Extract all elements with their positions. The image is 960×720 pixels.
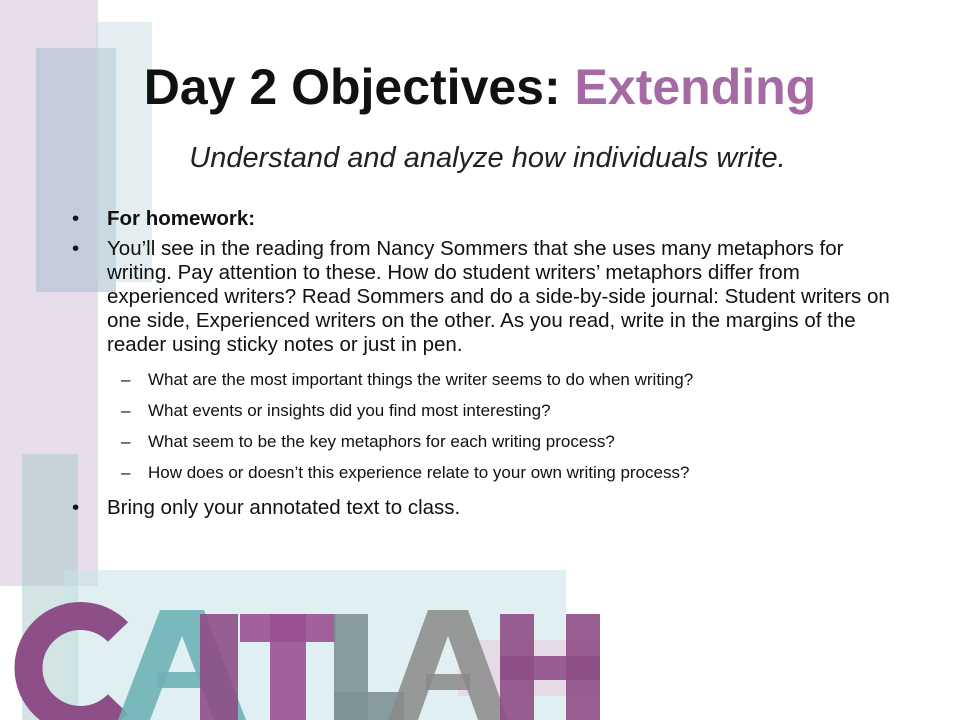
dash-marker: – <box>121 370 131 389</box>
sub-bullet-text: What are the most important things the writer seems to do when writing? <box>148 370 694 389</box>
bullet-item <box>72 237 907 357</box>
logo-letter-a2 <box>388 610 508 720</box>
bullet-text: You’ll see in the reading from Nancy Sommers that she uses many metaphors for writing. Pay attention to these. How do student writers’ metaphors differ from experienced writers? Read Sommers and do a side-by-side journal: Student writers on one side, Experienced writers on the other. As you read, write in the margins of the reader using sticky notes or just in pen. <box>107 237 890 356</box>
bullet-text: Bring only your annotated text to class. <box>107 496 461 519</box>
sub-bullet-text: What seem to be the key metaphors for each writing process? <box>148 432 615 451</box>
logo-letter-t-stem <box>270 614 306 720</box>
logo-letter-a2-bar <box>426 674 470 690</box>
slide-title <box>0 58 960 116</box>
logo-letter-i <box>200 614 238 720</box>
sub-bullet-item <box>72 431 907 453</box>
sub-bullet-text: What events or insights did you find most interesting? <box>148 401 551 420</box>
slide-title-accent: Extending <box>574 59 817 115</box>
bullet-item <box>72 207 907 231</box>
dash-marker: – <box>121 401 131 420</box>
logo-letter-h-bar <box>500 656 600 680</box>
slide-content <box>72 207 907 526</box>
sub-bullet-text: How does or doesn’t this experience relate to your own writing process? <box>148 463 690 482</box>
caitlah-logo <box>0 600 620 720</box>
slide-title-main: Day 2 Objectives: <box>143 59 575 115</box>
bullet-marker: • <box>72 496 80 519</box>
bullet-text: For homework: <box>107 207 256 230</box>
sub-bullet-item <box>72 462 907 484</box>
bullet-marker: • <box>72 237 80 260</box>
bullet-marker: • <box>72 207 80 230</box>
dash-marker: – <box>121 432 131 451</box>
dash-marker: – <box>121 463 131 482</box>
sub-bullet-item <box>72 400 907 422</box>
logo-letter-c <box>28 616 118 720</box>
bullet-item <box>72 496 907 520</box>
sub-bullet-item <box>72 369 907 391</box>
slide-subtitle: Understand and analyze how individuals write. <box>189 142 786 174</box>
